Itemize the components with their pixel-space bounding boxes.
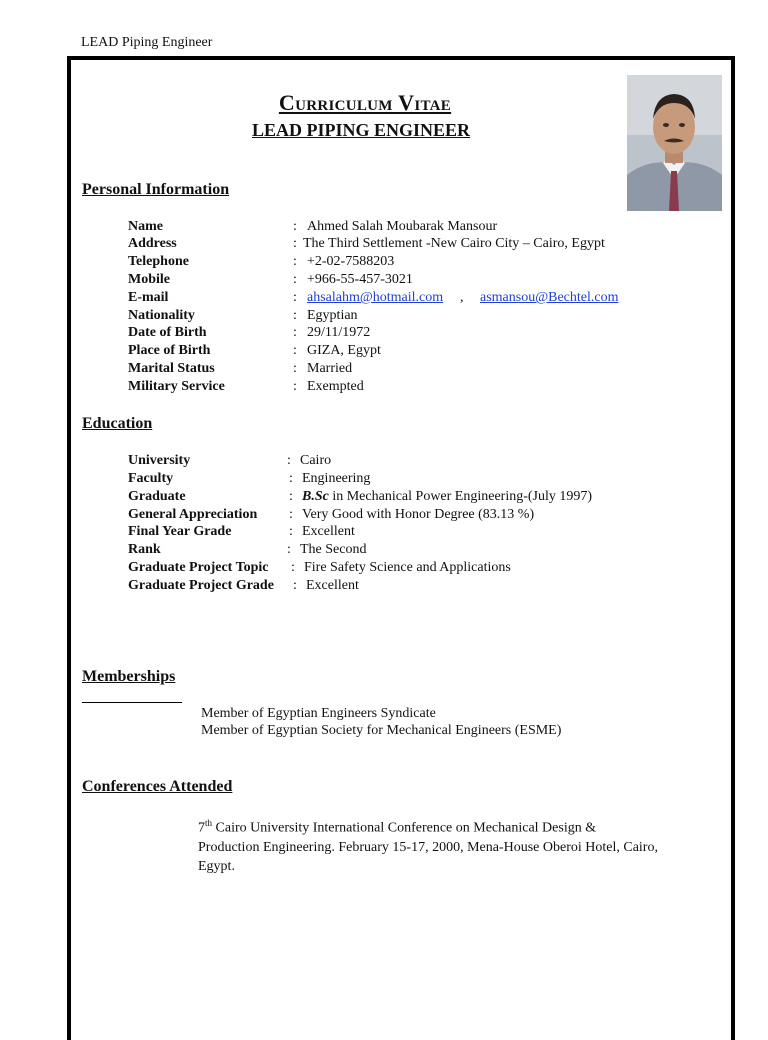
graduate-project-grade-label: Graduate Project Grade — [128, 578, 274, 593]
portrait-image — [627, 75, 722, 211]
place-of-birth-label: Place of Birth — [128, 343, 211, 358]
email-label: E-mail — [128, 290, 169, 305]
marital-status-label: Marital Status — [128, 361, 215, 376]
final-year-grade-label: Final Year Grade — [128, 524, 232, 539]
graduate-text: in Mechanical Power Engineering-(July 1997) — [328, 489, 593, 504]
telephone-separator: : — [293, 254, 297, 269]
final-year-grade-separator: : — [289, 524, 293, 539]
email-link-bechtel[interactable]: asmansou@Bechtel.com — [480, 290, 619, 305]
nationality-separator: : — [293, 308, 297, 323]
memberships-divider — [82, 702, 182, 703]
rank-value: The Second — [300, 542, 367, 557]
date-of-birth-label: Date of Birth — [128, 325, 207, 340]
graduate-project-topic-label: Graduate Project Topic — [128, 560, 269, 575]
address-value: The Third Settlement -New Cairo City – Cairo, Egypt — [303, 236, 605, 251]
marital-status-separator: : — [293, 361, 297, 376]
rank-label: Rank — [128, 542, 161, 557]
university-value: Cairo — [300, 453, 332, 468]
membership-item: Member of Egyptian Society for Mechanical Engineers (ESME) — [201, 723, 562, 738]
conference-text: Cairo University International Conference on Mechanical Design & Production Engineering. February 15-17, 2000, Mena-House Oberoi Hotel, Cairo, Egypt. — [198, 820, 658, 874]
faculty-separator: : — [289, 471, 293, 486]
cv-title: Curriculum Vitae — [278, 90, 452, 115]
nationality-label: Nationality — [128, 308, 195, 323]
address-separator: : — [293, 236, 297, 251]
graduate-project-grade-value: Excellent — [306, 578, 359, 593]
date-of-birth-value: 29/11/1972 — [307, 325, 371, 340]
graduate-project-topic-separator: : — [291, 560, 295, 575]
email-link-hotmail[interactable]: ahsalahm@hotmail.com — [307, 290, 444, 305]
date-of-birth-separator: : — [293, 325, 297, 340]
mobile-separator: : — [293, 272, 297, 287]
graduate-project-grade-separator: : — [293, 578, 297, 593]
education-heading: Education — [82, 415, 153, 432]
faculty-label: Faculty — [128, 471, 174, 486]
name-label: Name — [128, 219, 163, 234]
general-appreciation-value: Very Good with Honor Degree (83.13 %) — [302, 507, 535, 522]
nationality-value: Egyptian — [307, 308, 358, 323]
graduate-project-topic-value: Fire Safety Science and Applications — [304, 560, 511, 575]
name-value: Ahmed Salah Moubarak Mansour — [307, 219, 498, 234]
cv-subtitle: LEAD PIPING ENGINEER — [251, 120, 471, 140]
general-appreciation-separator: : — [289, 507, 293, 522]
conference-ordinal-suffix: th — [205, 818, 213, 828]
profile-photo — [627, 75, 722, 211]
address-label: Address — [128, 236, 177, 251]
mobile-value: +966-55-457-3021 — [307, 272, 413, 287]
degree-text: B.Sc — [302, 489, 329, 504]
university-label: University — [128, 453, 191, 468]
final-year-grade-value: Excellent — [302, 524, 355, 539]
conferences-heading: Conferences Attended — [82, 778, 233, 795]
conference-entry — [198, 814, 658, 876]
telephone-value: +2-02-7588203 — [307, 254, 395, 269]
email-separator: : — [293, 290, 297, 305]
graduate-value — [302, 489, 592, 505]
email-list-separator: , — [460, 290, 464, 305]
general-appreciation-label: General Appreciation — [128, 507, 258, 522]
page-header: LEAD Piping Engineer — [81, 35, 213, 50]
name-separator: : — [293, 219, 297, 234]
university-separator: : — [287, 453, 291, 468]
place-of-birth-value: GIZA, Egypt — [307, 343, 381, 358]
graduate-separator: : — [289, 489, 293, 504]
telephone-label: Telephone — [128, 254, 189, 269]
rank-separator: : — [287, 542, 291, 557]
military-service-label: Military Service — [128, 379, 225, 394]
membership-item: Member of Egyptian Engineers Syndicate — [201, 706, 436, 721]
personal-information-heading: Personal Information — [82, 181, 230, 198]
conference-ordinal: 7 — [198, 820, 205, 836]
mobile-label: Mobile — [128, 272, 170, 287]
military-service-value: Exempted — [307, 379, 364, 394]
military-service-separator: : — [293, 379, 297, 394]
faculty-value: Engineering — [302, 471, 371, 486]
place-of-birth-separator: : — [293, 343, 297, 358]
marital-status-value: Married — [307, 361, 353, 376]
graduate-label: Graduate — [128, 489, 186, 504]
memberships-heading: Memberships — [82, 668, 176, 685]
